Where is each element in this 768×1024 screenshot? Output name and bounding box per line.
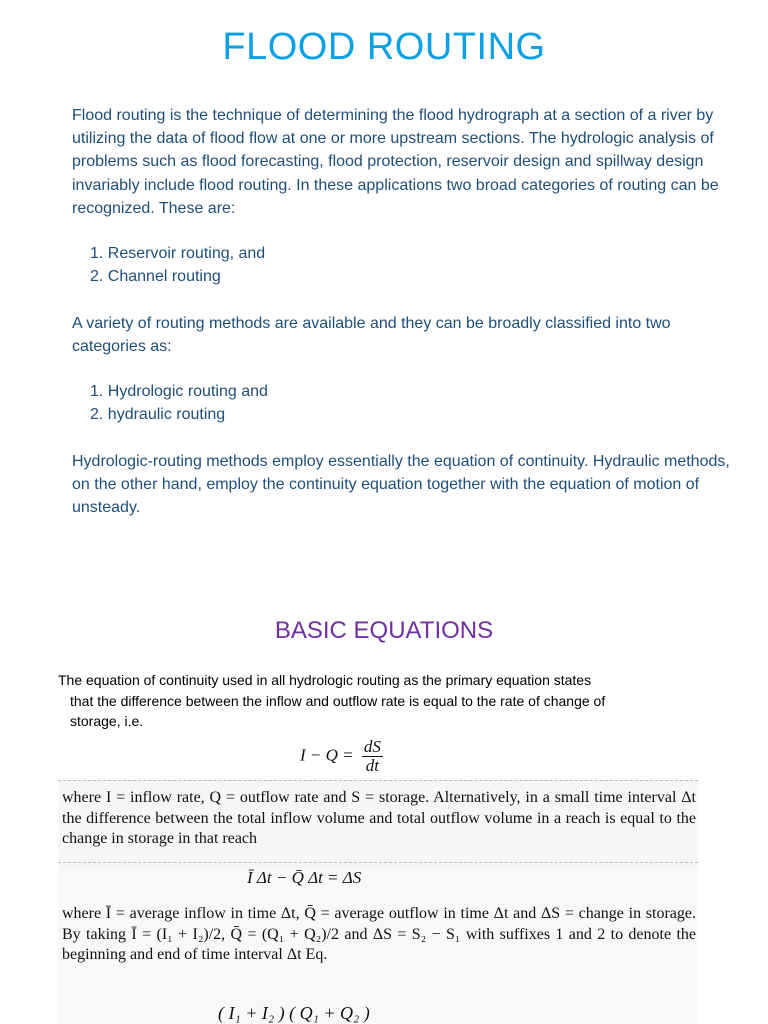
separator (58, 862, 698, 863)
equation-fraction (362, 738, 383, 775)
routing-methods-list (90, 380, 690, 426)
scanned-definition-text: where I = inflow rate, Q = outflow rate and S = storage. Alternatively, in a small time interval Δt the difference between the total inflow volume and total outflow volume in a reach is equal to the change in storage in that reach (62, 789, 696, 847)
list-item: 1. Hydrologic routing and (90, 383, 268, 400)
paragraph-methods: A variety of routing methods are available and they can be broadly classified into two categories as: (72, 315, 671, 356)
intro-line: that the difference between the inflow and outflow rate is equal to the rate of change of (70, 692, 606, 709)
fraction-numerator: dS (363, 737, 381, 756)
routing-categories-list (90, 242, 690, 288)
list-item: 2. hydraulic routing (90, 406, 226, 424)
list-item: 1. Reservoir routing, and (90, 245, 266, 262)
section-heading: BASIC EQUATIONS (274, 617, 494, 644)
continuity-equation (300, 738, 383, 775)
equation-lhs: I − Q = (300, 745, 354, 765)
paragraph-continuity: Hydrologic-routing methods employ essentially the equation of continuity. Hydraulic methods, on the other hand, employ the continuity equation together with the equation of motion of unsteady. (72, 453, 730, 517)
scanned-average-text: where Ī = average inflow in time Δt, Q̄ = average outflow in time Δt and ΔS = change in storage. By taking Ī = (I₁ + I₂)/2, Q̄ = (Q₁ + Q₂)/2 and ΔS = S₂ − S₁ with suffixes 1 and 2 to denote the beginning and end of time interval Δt Eq. (62, 905, 696, 963)
intro-line: storage, i.e. (70, 713, 144, 729)
continuity-intro (58, 670, 718, 732)
fraction-denominator: dt (365, 756, 379, 775)
paragraph-intro: Flood routing is the technique of determining the flood hydrograph at a section of a river by utilizing the data of flood flow at one or more upstream sections. The hydrologic analysis of problems such as flood forecasting, flood protection, reservoir design and spillway design invariably include flood routing. In these applications two broad categories of routing can be recognized. These are: (72, 107, 719, 217)
separator (58, 780, 698, 781)
partial-equation: ( I₁ + I₂ ) ( Q₁ + Q₂ ) (218, 1003, 370, 1023)
average-flow-equation: Ī Δt − Q̄ Δt = ΔS (247, 868, 362, 887)
list-item: 2. Channel routing (90, 268, 221, 286)
intro-line: The equation of continuity used in all hydrologic routing as the primary equation states (58, 672, 592, 688)
page-title: FLOOD ROUTING (222, 26, 546, 68)
